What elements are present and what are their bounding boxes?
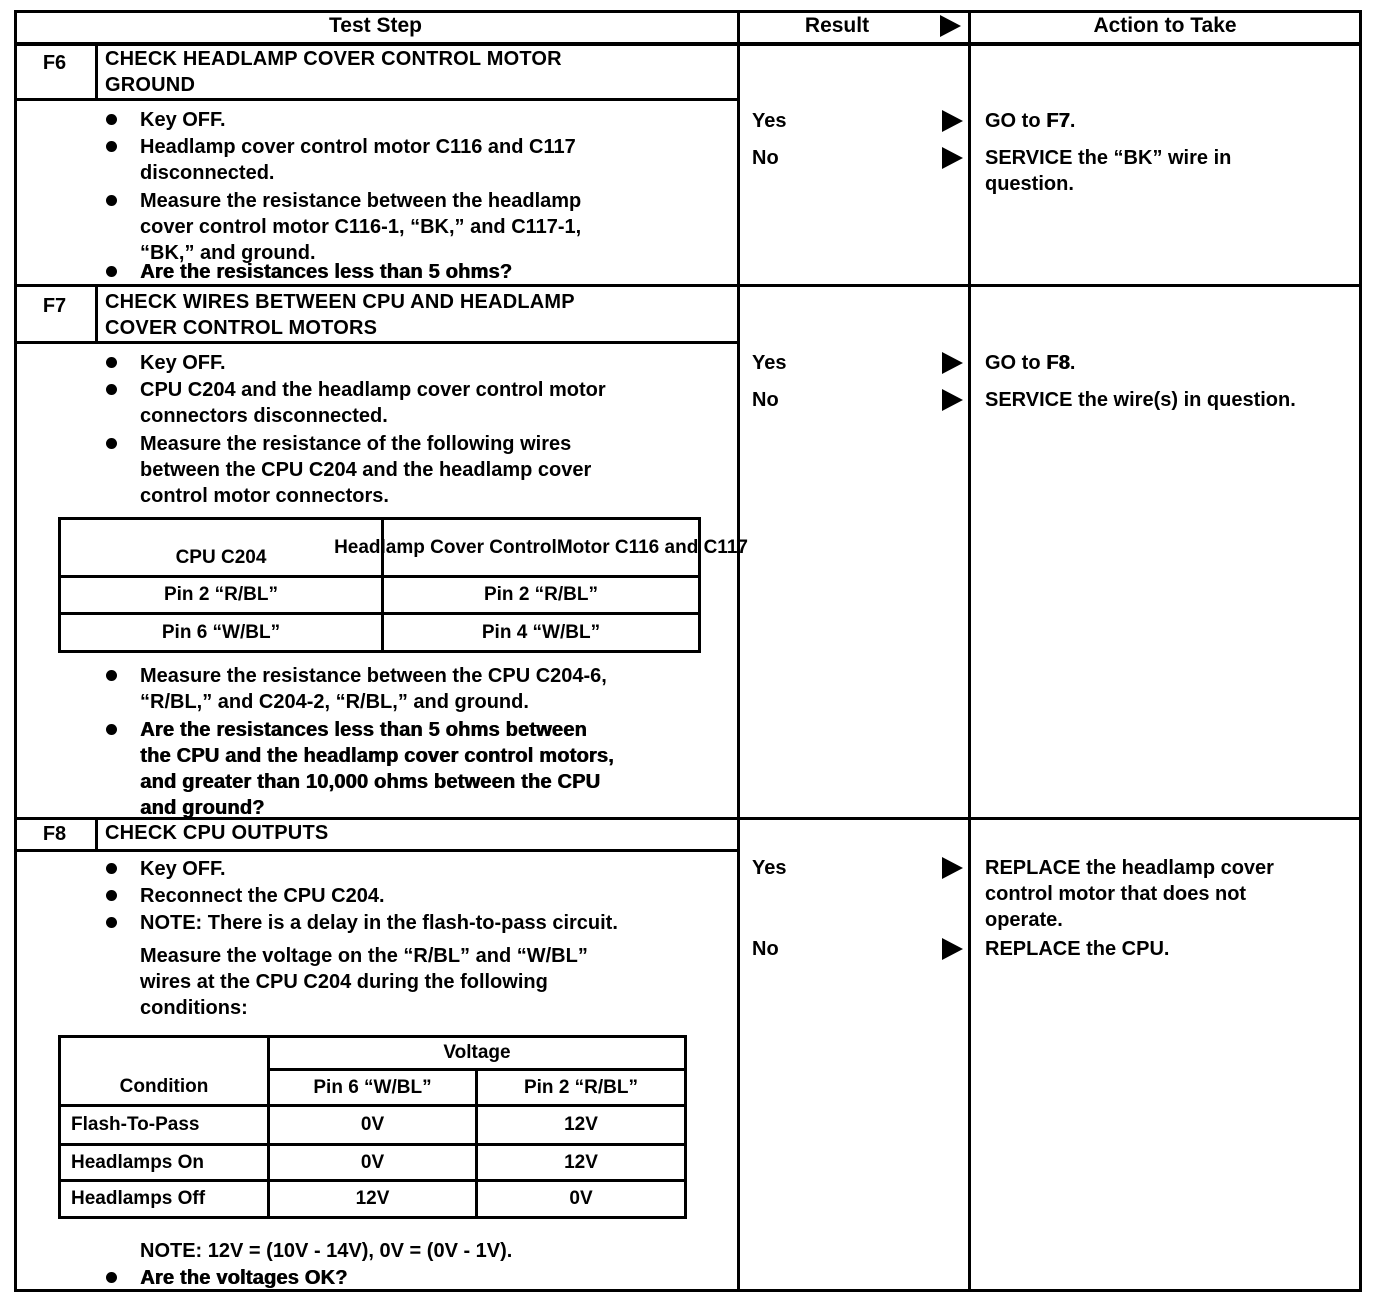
f8-label-divider xyxy=(95,817,98,852)
f8-table-condition: Headlamps Off xyxy=(61,1182,267,1216)
bullet-dot-icon xyxy=(106,114,117,125)
bullet-dot-icon xyxy=(106,724,117,735)
bullet-dot-icon xyxy=(106,384,117,395)
f7-table-header-motor: Headlamp Cover Control Motor C116 and C117 xyxy=(384,520,698,575)
result-arrow-icon xyxy=(942,938,963,960)
f8-title-bottom-line xyxy=(14,849,737,852)
f7-bullet-1: Key OFF. xyxy=(140,352,226,374)
f6-bullet-2: Headlamp cover control motor C116 and C117 disconnected. xyxy=(140,136,576,184)
f8-table-value: 12V xyxy=(478,1146,684,1179)
f8-action-yes: REPLACE the headlamp cover control motor that does not operate. xyxy=(985,857,1274,931)
bullet-dot-icon xyxy=(106,863,117,874)
f7-action-yes xyxy=(985,350,1355,376)
f7-bullet-3: Measure the resistance of the following wires between the CPU C204 and the headlamp cover control motor connectors. xyxy=(140,433,592,507)
f7-result-no: No xyxy=(752,389,779,411)
bullet-dot-icon xyxy=(106,670,117,681)
result-arrow-icon xyxy=(942,147,963,169)
bullet-dot-icon xyxy=(106,266,117,277)
f8-table-value: 0V xyxy=(478,1182,684,1216)
f8-table-header-pin2: Pin 2 “R/BL” xyxy=(478,1071,684,1104)
column-header-result: Result xyxy=(804,14,870,37)
bullet-dot-icon xyxy=(106,195,117,206)
f7-table-cell: Pin 2 “R/BL” xyxy=(384,578,698,612)
bullet-dot-icon xyxy=(106,890,117,901)
f6-result-yes: Yes xyxy=(752,110,787,132)
f7-table-cell: Pin 2 “R/BL” xyxy=(61,578,381,612)
f8-table-header-voltage: Voltage xyxy=(270,1038,684,1068)
bullet-dot-icon xyxy=(106,438,117,449)
f8-paragraph: Measure the voltage on the “R/BL” and “W/BL” wires at the CPU C204 during the following conditions: xyxy=(140,945,588,1019)
f8-note: NOTE: 12V = (10V - 14V), 0V = (0V - 1V). xyxy=(140,1240,513,1262)
f6-action-yes xyxy=(985,108,1355,134)
divider-result-action xyxy=(968,10,971,1292)
f6-result-no: No xyxy=(752,147,779,169)
f8-table-condition: Flash-To-Pass xyxy=(61,1107,267,1143)
action-text: . xyxy=(1069,110,1076,132)
bullet-dot-icon xyxy=(106,1272,117,1283)
f7-title-bottom-line xyxy=(14,341,737,344)
f8-bullet-3: NOTE: There is a delay in the flash-to-pass circuit. xyxy=(140,912,618,934)
f8-table-condition: Headlamps On xyxy=(61,1146,267,1179)
action-text: . xyxy=(1069,352,1076,374)
f8-result-no: No xyxy=(752,938,779,960)
f8-question-bullet: Are the voltages OK? xyxy=(140,1267,348,1289)
action-text: GO to xyxy=(985,352,1047,374)
column-header-test-step: Test Step xyxy=(329,14,422,37)
f7-bullet-4: Measure the resistance between the CPU C204-6, “R/BL,” and C204-2, “R/BL,” and ground. xyxy=(140,665,607,713)
f7-action-no: SERVICE the wire(s) in question. xyxy=(985,389,1296,411)
f7-result-yes: Yes xyxy=(752,352,787,374)
result-arrow-icon xyxy=(942,389,963,411)
bullet-dot-icon xyxy=(106,917,117,928)
f7-table-cell: Pin 6 “W/BL” xyxy=(61,615,381,650)
f8-bullet-2: Reconnect the CPU C204. xyxy=(140,885,385,907)
f8-table-value: 0V xyxy=(270,1107,475,1143)
f7-question-bullet: Are the resistances less than 5 ohms between the CPU and the headlamp cover control motors, and greater than 10,000 ohms between the CPU and ground? xyxy=(140,719,614,819)
f8-table-header-condition: Condition xyxy=(61,1038,267,1104)
column-header-action-to-take: Action to Take xyxy=(1093,14,1237,37)
f8-voltage-table xyxy=(58,1035,687,1219)
result-arrow-icon xyxy=(942,352,963,374)
f8-table-value: 0V xyxy=(270,1146,475,1179)
f8-table-value: 12V xyxy=(478,1107,684,1143)
step-f6-id: F6 xyxy=(42,52,67,74)
result-arrow-icon xyxy=(942,110,963,132)
step-f7-title: CHECK WIRES BETWEEN CPU AND HEADLAMP COVER CONTROL MOTORS xyxy=(105,291,575,339)
f7-bullet-2: CPU C204 and the headlamp cover control motor connectors disconnected. xyxy=(140,379,606,427)
f8-result-yes: Yes xyxy=(752,857,787,879)
f6-action-no: SERVICE the “BK” wire in question. xyxy=(985,147,1232,195)
step-f8-id: F8 xyxy=(42,823,67,845)
bullet-dot-icon xyxy=(106,357,117,368)
action-target-step: F7 xyxy=(1046,110,1070,132)
f6-title-bottom-line xyxy=(14,98,737,101)
result-arrow-icon xyxy=(942,857,963,879)
action-text: GO to xyxy=(985,110,1047,132)
action-target-step: F8 xyxy=(1046,352,1070,374)
f6-label-divider xyxy=(95,42,98,101)
step-f8-title: CHECK CPU OUTPUTS xyxy=(105,822,329,844)
f8-bullet-1: Key OFF. xyxy=(140,858,226,880)
f7-table-cell: Pin 4 “W/BL” xyxy=(384,615,698,650)
f7-table-header-cpu: CPU C204 xyxy=(61,520,381,575)
step-f7-id: F7 xyxy=(42,295,67,317)
f6-question-bullet: Are the resistances less than 5 ohms? xyxy=(140,261,512,283)
result-header-arrow-icon xyxy=(940,15,961,37)
f7-wire-table xyxy=(58,517,748,653)
bullet-dot-icon xyxy=(106,141,117,152)
f7-label-divider xyxy=(95,284,98,344)
f8-table-header-pin6: Pin 6 “W/BL” xyxy=(270,1071,475,1104)
step-f6-title: CHECK HEADLAMP COVER CONTROL MOTOR GROUND xyxy=(105,48,562,96)
f8-table-value: 12V xyxy=(270,1182,475,1216)
f8-action-no: REPLACE the CPU. xyxy=(985,938,1170,960)
f6-bullet-3: Measure the resistance between the headlamp cover control motor C116-1, “BK,” and C117-1, “BK,” and ground. xyxy=(140,190,582,264)
f6-bullet-1: Key OFF. xyxy=(140,109,226,131)
